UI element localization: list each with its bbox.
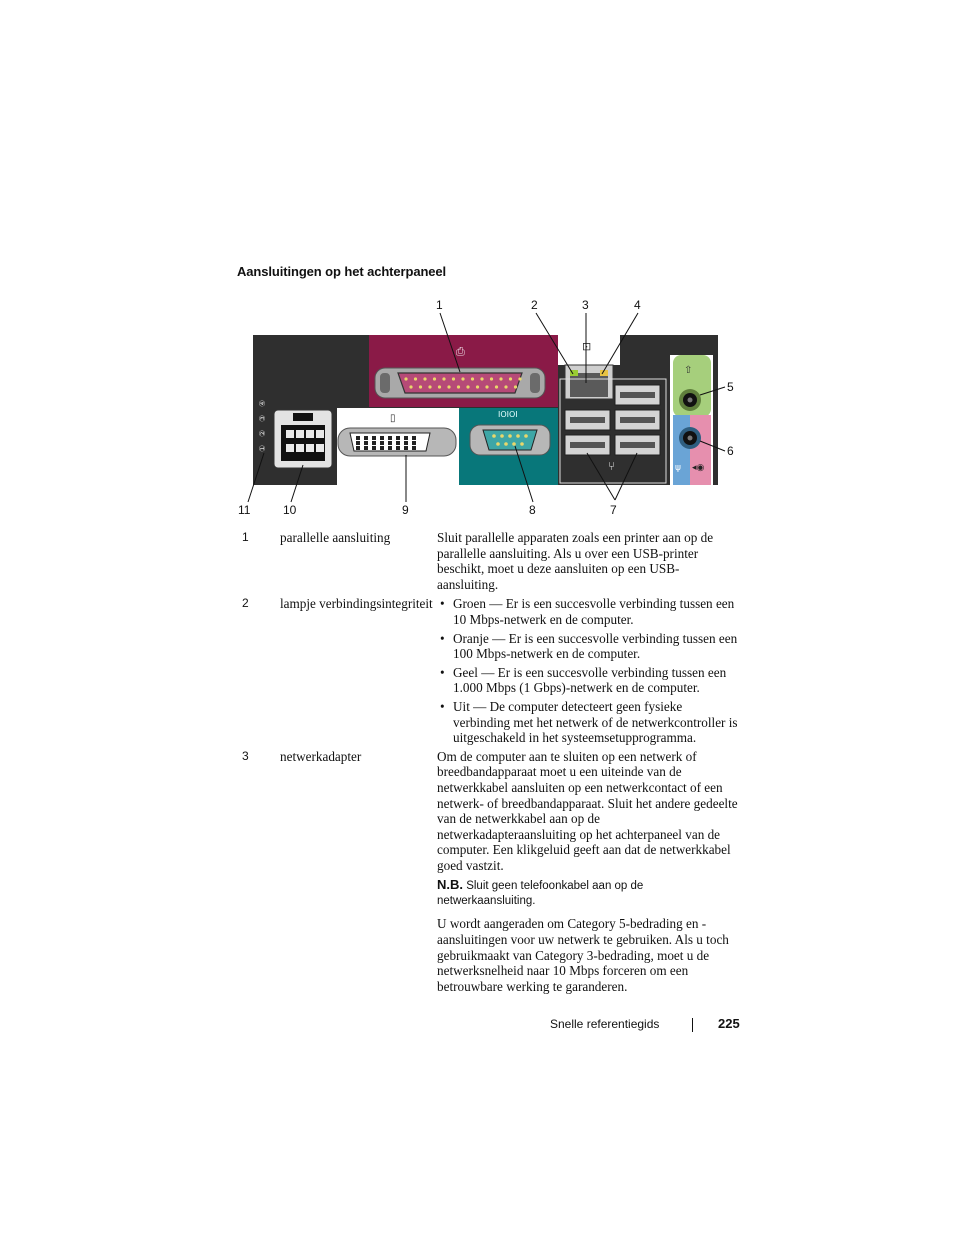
connector-pin bbox=[508, 434, 512, 438]
description-paragraph: Sluit parallelle apparaten zoals een printer aan op de parallelle aansluiting. Als u over een USB-printer beschikt, moet u deze aansluiten op een USB-aansluiting. bbox=[437, 530, 714, 592]
connector-pin bbox=[380, 436, 384, 440]
callout-4: 4 bbox=[634, 298, 641, 312]
speaker-icon: ⇧ bbox=[684, 365, 693, 376]
back-panel-figure bbox=[230, 295, 740, 525]
connector-pin bbox=[504, 442, 508, 446]
connector-pin bbox=[316, 430, 324, 438]
connector-description bbox=[437, 530, 740, 596]
connector-pin bbox=[480, 377, 483, 380]
connector-pin bbox=[388, 436, 392, 440]
connector-pin bbox=[412, 436, 416, 440]
connector-description bbox=[437, 596, 740, 748]
connector-pin bbox=[520, 442, 524, 446]
network-icon: ⊡ bbox=[582, 340, 592, 353]
list-item: • Geel — Er is een succesvolle verbinding tussen een 1.000 Mbps (1 Gbps)-netwerk en de computer. bbox=[440, 664, 727, 696]
printer-icon: ⎙ bbox=[456, 345, 465, 358]
callout-9: 9 bbox=[402, 503, 409, 517]
connector-name: netwerkadapter bbox=[280, 748, 362, 764]
connector-pin bbox=[442, 377, 445, 380]
connector-pin bbox=[364, 436, 368, 440]
footer-separator bbox=[692, 1018, 693, 1032]
row-number: 1 bbox=[242, 530, 249, 544]
connector-pin bbox=[512, 442, 516, 446]
connector-pin bbox=[396, 441, 400, 445]
connector-pin bbox=[296, 430, 304, 438]
svg-text:②: ② bbox=[258, 429, 267, 437]
connector-pin bbox=[496, 442, 500, 446]
list-item: • Oranje — Er is een succesvolle verbinding tussen een 100 Mbps-netwerk en de computer. bbox=[440, 630, 738, 662]
connector-pin bbox=[490, 377, 493, 380]
connector-pin bbox=[423, 377, 426, 380]
note-text: Sluit geen telefoonkabel aan op de netwerkaansluiting. bbox=[437, 880, 644, 908]
connector-pin bbox=[404, 446, 408, 450]
connector-pin bbox=[514, 385, 517, 388]
connector-pin bbox=[414, 377, 417, 380]
callout-7: 7 bbox=[610, 503, 617, 517]
connector-pin bbox=[500, 434, 504, 438]
connector-pin bbox=[471, 377, 474, 380]
connector-pin bbox=[466, 385, 469, 388]
description-paragraph: U wordt aangeraden om Category 5-bedrading en -aansluitingen voor uw netwerk te gebruiken. Als u toch gebruikmaakt van Category 3-bedrading, moet u de netwerksnelheid naar 10 Mbps forceren om een betrouwbare werking te garanderen. bbox=[437, 916, 729, 994]
connector-pin bbox=[316, 444, 324, 452]
connector-pin bbox=[433, 377, 436, 380]
connector-pin bbox=[396, 446, 400, 450]
connector-table bbox=[236, 530, 740, 998]
callout-1: 1 bbox=[436, 298, 443, 312]
connector-pin bbox=[396, 436, 400, 440]
connector-pin bbox=[372, 436, 376, 440]
connector-pin bbox=[452, 377, 455, 380]
connector-pin bbox=[380, 446, 384, 450]
connector-pin bbox=[495, 385, 498, 388]
page-number: 225 bbox=[718, 1016, 740, 1031]
row-number: 3 bbox=[242, 748, 249, 763]
connector-pin bbox=[356, 446, 360, 450]
connector-pin bbox=[492, 434, 496, 438]
connector-pin bbox=[447, 385, 450, 388]
connector-pin bbox=[388, 441, 392, 445]
monitor-icon: ▯ bbox=[390, 413, 396, 424]
connector-pin bbox=[356, 441, 360, 445]
mic-region bbox=[673, 415, 690, 485]
note-label: N.B. bbox=[437, 877, 463, 893]
connector-pin bbox=[412, 446, 416, 450]
connector-pin bbox=[306, 444, 314, 452]
callout-3: 3 bbox=[582, 298, 589, 312]
connector-pin bbox=[388, 446, 392, 450]
list-item: • Groen — Er is een succesvolle verbinding tussen een 10 Mbps-netwerk en de computer. bbox=[440, 596, 735, 627]
connector-name: parallelle aansluiting bbox=[280, 530, 391, 545]
svg-text:①: ① bbox=[258, 444, 267, 452]
line-in-icon: ◂◉ bbox=[692, 463, 705, 473]
connector-pin bbox=[372, 446, 376, 450]
connector-pin bbox=[306, 430, 314, 438]
connector-pin bbox=[516, 434, 520, 438]
microphone-icon: ψ bbox=[675, 463, 681, 473]
connector-pin bbox=[518, 377, 521, 380]
connector-pin bbox=[404, 441, 408, 445]
connector-pin bbox=[438, 385, 441, 388]
connector-pin bbox=[286, 444, 294, 452]
connector-pin bbox=[485, 385, 488, 388]
section-heading: Aansluitingen op het achterpaneel bbox=[237, 264, 447, 279]
connector-pin bbox=[409, 385, 412, 388]
table-row bbox=[236, 749, 740, 999]
connector-pin bbox=[461, 377, 464, 380]
list-item: • Uit — De computer detecteert geen fysieke verbinding met het netwerk of de netwerkcontroller is uitgeschakeld in het systeemsetupprogramma. bbox=[440, 698, 738, 746]
note bbox=[437, 877, 740, 909]
connector-pin bbox=[404, 377, 407, 380]
footer-title: Snelle referentiegids bbox=[550, 1017, 660, 1031]
usb-icon: ⑂ bbox=[608, 459, 616, 473]
svg-text:③: ③ bbox=[258, 414, 267, 422]
connector-name: lampje verbindingsintegriteit bbox=[280, 596, 433, 612]
row-number: 2 bbox=[242, 596, 249, 611]
line-in-region bbox=[690, 415, 711, 485]
connector-pin bbox=[412, 441, 416, 445]
connector-pin bbox=[286, 430, 294, 438]
connector-pin bbox=[504, 385, 507, 388]
callout-5: 5 bbox=[727, 380, 734, 394]
connector-pin bbox=[499, 377, 502, 380]
connector-pin bbox=[404, 436, 408, 440]
svg-text:④: ④ bbox=[258, 399, 267, 407]
connector-pin bbox=[428, 385, 431, 388]
serial-icon: IOIOI bbox=[498, 410, 518, 419]
callout-8: 8 bbox=[529, 503, 536, 517]
connector-pin bbox=[372, 441, 376, 445]
connector-pin bbox=[476, 385, 479, 388]
description-paragraph: Om de computer aan te sluiten op een netwerk of breedbandapparaat moet u een uiteinde van de netwerkkabel aansluiten op een netwerkcontact of een netwerk- of breedbandapparaat. Sluit het andere gedeelte van de netwerkkabel aan op de netwerkadapteraansluiting op het achterpaneel van de computer. Een klikgeluid geeft aan dat de netwerkkabel goed vastzit. bbox=[437, 748, 738, 873]
callout-11: 11 bbox=[238, 503, 251, 517]
connector-description bbox=[437, 749, 740, 999]
table-row bbox=[236, 596, 740, 748]
connector-pin bbox=[364, 446, 368, 450]
callout-10: 10 bbox=[283, 503, 297, 517]
callout-2: 2 bbox=[531, 298, 538, 312]
connector-pin bbox=[296, 444, 304, 452]
connector-pin bbox=[524, 434, 528, 438]
connector-pin bbox=[356, 436, 360, 440]
connector-pin bbox=[509, 377, 512, 380]
table-row bbox=[236, 530, 740, 596]
connector-pin bbox=[419, 385, 422, 388]
connector-pin bbox=[457, 385, 460, 388]
connector-pin bbox=[380, 441, 384, 445]
connector-pin bbox=[364, 441, 368, 445]
callout-6: 6 bbox=[727, 444, 734, 458]
